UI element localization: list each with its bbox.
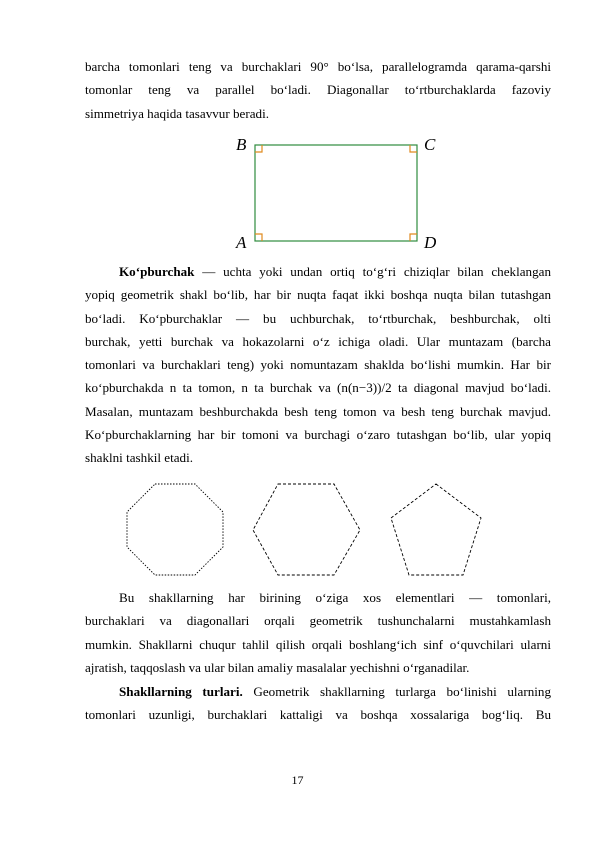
right-angle-marker-c — [410, 145, 417, 152]
paragraph-elements — [85, 586, 551, 679]
text-line: shaklni tashkil etadi. — [85, 450, 194, 466]
rectangle-figure — [230, 132, 445, 254]
paragraph-shape-types — [85, 680, 551, 727]
term-shape-types: Shakllarning turlari. — [119, 684, 243, 699]
text-line: Ko‘pburchaklarning har bir tomoni va burchagi o‘zaro tutashgan bo‘lib, ular yopiq — [85, 427, 551, 443]
text-line: ko‘pburchakda n ta tomon, n ta burchak va (n(n−3))/2 ta diagonal mavjud bo‘ladi. — [85, 380, 551, 396]
text-line: yopiq geometrik shakl bo‘lib, har bir nuqta faqat ikki boshqa nuqta bilan tutashgan — [85, 287, 551, 303]
text-line: burchaklari va diagonallari orqali geometrik tushunchalarni mustahkamlash — [85, 613, 551, 629]
text-line: burchak, yetti burchak va hokazolarni o‘z ichiga oladi. Ular muntazam (barcha — [85, 333, 551, 349]
vertex-label-d: D — [424, 233, 437, 252]
vertex-label-b: B — [236, 135, 247, 154]
text-line: bo‘ladi. Ko‘pburchaklar — bu uchburchak, to‘rtburchak, beshburchak, olti — [85, 310, 551, 326]
term-polygon: Ko‘pburchak — [119, 264, 195, 279]
right-angle-marker-a — [255, 234, 262, 241]
text-line: tomonlar teng va parallel bo‘ladi. Diagonallar to‘rtburchaklarda fazoviy — [85, 82, 551, 98]
text-line: mumkin. Shakllarni chuqur tahlil qilish orqali boshlang‘ich sinf o‘quvchilari ularni — [85, 636, 551, 652]
octagon-shape — [127, 484, 223, 575]
rectangle-outline — [255, 145, 417, 241]
paragraph-intro — [85, 55, 551, 125]
text-line-first — [85, 680, 551, 703]
text-line: Masalan, muntazam beshburchakda besh teng tomon va besh teng burchak mavjud. — [85, 403, 551, 419]
right-angle-marker-b — [255, 145, 262, 152]
pentagon-shape — [391, 484, 481, 575]
text-line-first — [85, 260, 551, 283]
hexagon-shape — [253, 484, 360, 575]
right-angle-marker-d — [410, 234, 417, 241]
text-line: tomonlari va burchaklari teng) yoki nomuntazam shaklda bo‘lishi mumkin. Har bir — [85, 357, 551, 373]
text-fragment: — uchta yoki undan ortiq to‘g‘ri chiziqlar bilan cheklangan — [194, 264, 551, 279]
text-line: tomonlari uzunligi, burchaklari kattaligi va boshqa xossalariga bog‘liq. Bu — [85, 707, 551, 723]
polygons-figure — [120, 480, 490, 580]
vertex-label-c: C — [424, 135, 436, 154]
text-line: barcha tomonlari teng va burchaklari 90° bo‘lsa, parallelogramda qarama-qarshi — [85, 59, 551, 74]
vertex-label-a: A — [236, 233, 247, 252]
text-line: ajratish, taqqoslash va ular bilan amaliy masalalar yechishni o‘rganadilar. — [85, 659, 470, 675]
text-line: simmetriya haqida tasavvur beradi. — [85, 105, 269, 121]
paragraph-polygon — [85, 260, 551, 470]
page-number: 17 — [291, 773, 304, 787]
text-line: Bu shakllarning har birining o‘ziga xos elementlari — tomonlari, — [119, 590, 551, 605]
text-fragment: Geometrik shakllarning turlarga bo‘linishi ularning — [242, 684, 551, 699]
